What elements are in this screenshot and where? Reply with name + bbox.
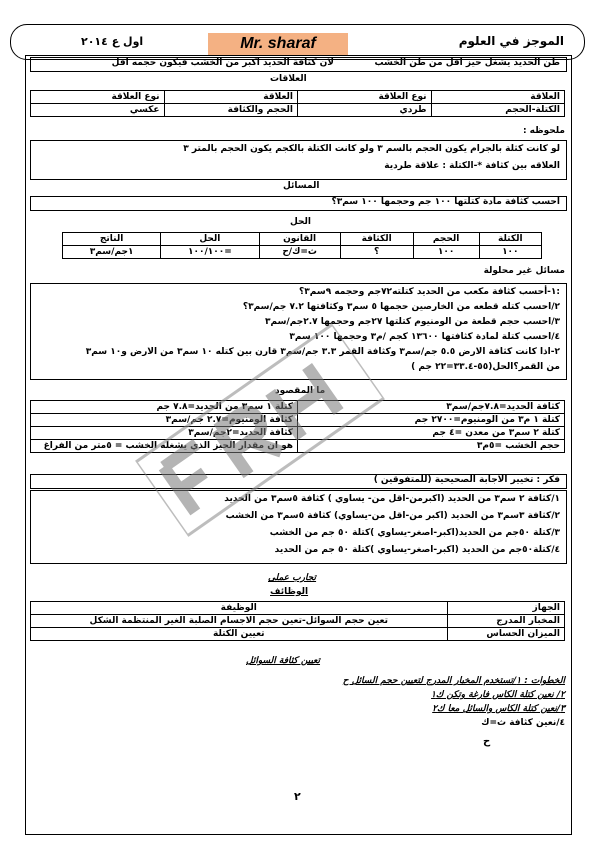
solution-value: ١جم/سم٣ bbox=[63, 246, 161, 259]
meaning-cell: كتلة ١ سم٣ من الحديد=٧.٨ جم bbox=[31, 401, 298, 414]
relations-header-1: العلاقة bbox=[431, 91, 565, 104]
solution-header: القانون bbox=[259, 233, 340, 246]
functions-header-device: الجهاز bbox=[447, 602, 564, 615]
step-item: ح bbox=[483, 736, 491, 747]
meaning-cell: كثافة الومنيوم=٢.٧ جم/سم٣ bbox=[31, 414, 298, 427]
step-item: ٣/نعين كتلة الكاس والسائل معا ك٢ bbox=[432, 704, 565, 714]
unsolved-item: ٣/احسب حجم قطعة من الومنيوم كتلتها ٢٧جم وحجمها ٢.٧جم/سم٣ bbox=[265, 317, 560, 327]
functions-heading: الوظائف bbox=[270, 587, 309, 597]
relations-heading: العلاقات bbox=[270, 74, 307, 84]
functions-table bbox=[30, 601, 565, 641]
intro-statement: طن الحديد يشغل حيز اقل من طن الخشب bbox=[374, 58, 560, 68]
solution-header: الحجم bbox=[413, 233, 479, 246]
think-item: ١/كثافة ٢ سم٣ من الحديد (اكبرمن-اقل من- يساوي ) كثافة ٥سم٣ من الحديد bbox=[224, 494, 560, 504]
solution-header: الناتج bbox=[63, 233, 161, 246]
solution-table bbox=[62, 232, 542, 259]
unsolved-item: ٢/احسب كتله قطعه من الخارصين حجمها ٥ سم٣ وكثافتها ٧.٢ جم/سم٣؟ bbox=[242, 302, 560, 312]
note-line-1: لو كانت كثلة بالجرام يكون الحجم بالسم ٣ ولو كانت الكتلة بالكجم يكون الحجم بالمتر ٣ bbox=[183, 144, 560, 154]
note-line-2: العلاقه بين كثافة *-الكتلة : علاقة طردية bbox=[384, 161, 560, 171]
unsolved-item: :١-أحسب كثافة مكعب من الحديد كتلته٧٢جم وحجمه ٩سم٣؟ bbox=[299, 287, 560, 297]
functions-header-function: الوظيفة bbox=[31, 602, 448, 615]
think-item: ٣/كتلة ٥٠جم من الحديد(اكبر-اصغر-يساوي )كتلة ٥٠ جم من الخشب bbox=[269, 528, 560, 538]
solution-header: الكثافة bbox=[340, 233, 413, 246]
relations-header-4: نوع العلاقة bbox=[31, 91, 165, 104]
meaning-cell: كتلة ٢ سم٣ من معدن =٤ جم bbox=[298, 427, 565, 440]
relations-cell: عكسي bbox=[31, 104, 165, 117]
relations-header-2: نوع العلاقة bbox=[298, 91, 432, 104]
meaning-cell: هو ان مقدار الحيز الذي يشغله الخشب = ٥متر من الفراغ bbox=[31, 440, 298, 453]
think-item: ٢/كثافة ٣سم٣ من الحديد (اكبر من-اقل من-يساوي) كثافة ٥سم٣ من الخشب bbox=[225, 511, 560, 521]
unsolved-item: من القمر؟الحل(٥٥-٣٣.٤=٢٢ جم ) bbox=[411, 362, 560, 372]
page-number: ٢ bbox=[294, 790, 301, 803]
relations-header-3: العلاقة bbox=[164, 91, 298, 104]
think-box bbox=[30, 490, 567, 564]
solution-value: ١٠٠ bbox=[479, 246, 541, 259]
functions-cell: تعيين الكتلة bbox=[31, 628, 448, 641]
relations-cell: طردي bbox=[298, 104, 432, 117]
solution-value: ١٠٠ bbox=[413, 246, 479, 259]
brand-label: Mr. sharaf bbox=[208, 33, 348, 55]
intro-row bbox=[30, 57, 567, 72]
meaning-cell: كثافة الحديد=٧.٨جم/سم٣ bbox=[298, 401, 565, 414]
step-item: ٢/ نعين كتلة الكاس فارغة وتكن ك١ bbox=[431, 690, 565, 700]
meaning-cell: كثافة الحديد=٢جم/سم٣ bbox=[31, 427, 298, 440]
solution-header: الكتلة bbox=[479, 233, 541, 246]
meaning-cell: كتلة ١ م٣ من الومنيوم=٢٧٠٠ جم bbox=[298, 414, 565, 427]
relations-table bbox=[30, 90, 565, 117]
think-heading: فكر : تخيير الاجابة الصحيحية (للمتفوقين ) bbox=[373, 475, 560, 485]
relations-cell: الكتلة-الحجم bbox=[431, 104, 565, 117]
solution-value: =١٠٠/١٠٠ bbox=[161, 246, 259, 259]
intro-reason: لان كثافة الحديد اكبر من الخشب فيكون حجمه اقل bbox=[111, 58, 334, 68]
meaning-heading: ما المقصود bbox=[275, 386, 326, 396]
note-box bbox=[30, 140, 567, 180]
solution-value: ؟ bbox=[340, 246, 413, 259]
header-title: الموجز في العلوم bbox=[458, 34, 564, 48]
step-item: الخطوات : ١/تستخدم المخبار المدرج لتعيين حجم السائل ح bbox=[342, 676, 565, 686]
functions-cell: المخبار المدرج bbox=[447, 615, 564, 628]
liquid-density-heading: تعيين كثافة السوائل bbox=[246, 656, 321, 666]
unsolved-heading: مسائل غير محلولة bbox=[483, 266, 565, 276]
note-label: ملحوظه : bbox=[522, 126, 565, 136]
problem-question: احسب كثافة مادة كتلتها ١٠٠ جم وحجمها ١٠٠ سم٣؟ bbox=[331, 197, 560, 207]
solution-value: ث=ك/ح bbox=[259, 246, 340, 259]
relations-cell: الحجم والكثافة bbox=[164, 104, 298, 117]
solution-header: الحل bbox=[161, 233, 259, 246]
experiments-heading: تجارب عملى bbox=[268, 573, 317, 583]
functions-cell: تعين حجم السوائل-تعين حجم الاجسام الصلبة الغير المنتظمة الشكل bbox=[31, 615, 448, 628]
problems-heading: المسائل bbox=[283, 181, 320, 191]
solution-heading: الحل bbox=[290, 217, 311, 227]
functions-cell: الميزان الحساس bbox=[447, 628, 564, 641]
step-item: ٤/نعين كثافة ث=ك bbox=[481, 718, 565, 728]
meaning-cell: حجم الخشب =٥م٣ bbox=[298, 440, 565, 453]
think-item: ٤/كتلة٥٠جم من الحديد (اكبر-اصغر-يساوي )كتلة ٥٠ جم من الحديد bbox=[274, 545, 560, 555]
header-date: اول ع ٢٠١٤ bbox=[81, 35, 144, 48]
unsolved-item: ٢-اذا كانت كثافة الارض ٥.٥ جم/سم٣ وكثافة القمر ٣.٣ جم/سم٣ قارن بين كتله ١٠ سم٣ من الارض و١٠ سم٣ bbox=[85, 347, 560, 357]
unsolved-item: ٤/احسب كتلة لمادة كثافتها ١٣٦٠٠ كجم /م٣ وحجمها ١٠٠ سم٣ bbox=[289, 332, 560, 342]
problem-box bbox=[30, 196, 567, 211]
